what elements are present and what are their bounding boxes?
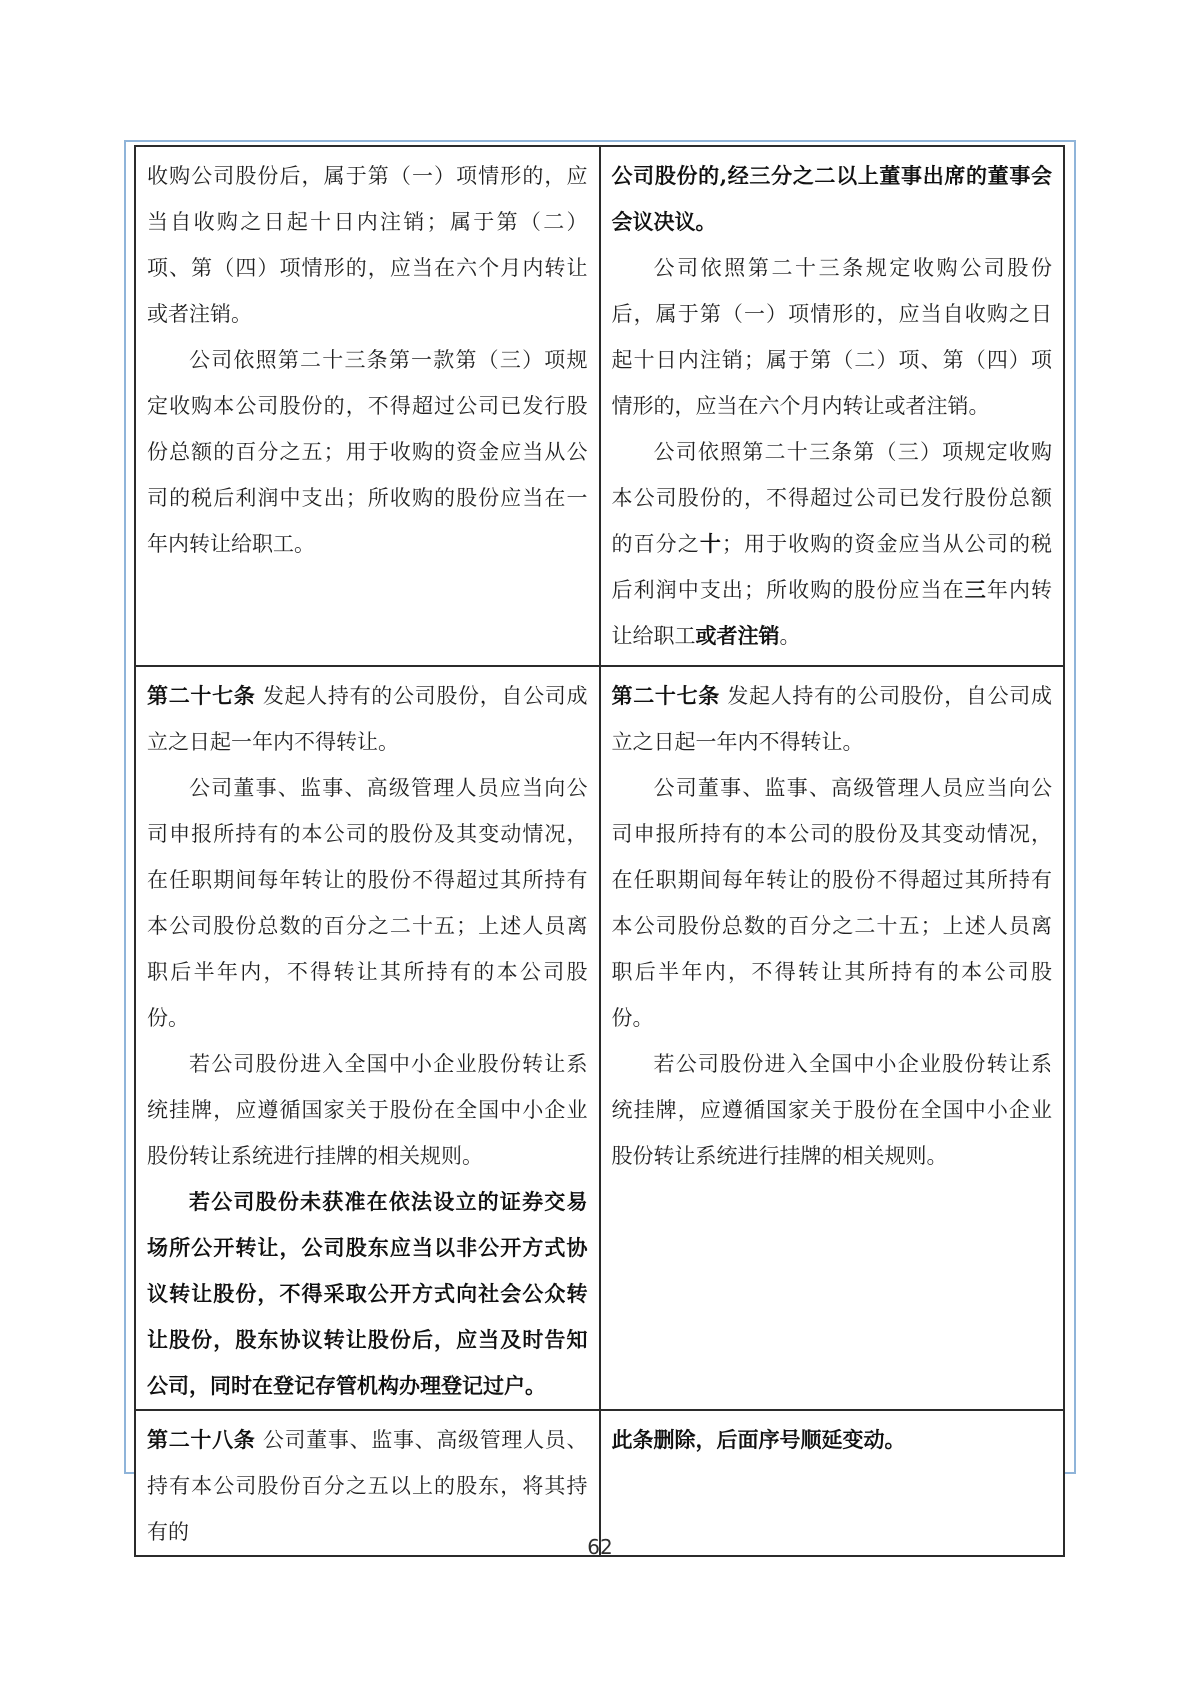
emphasized-text-run: 第二十八条 — [147, 1427, 256, 1452]
paragraph — [147, 1179, 588, 1409]
emphasized-text-run: 第二十七条 — [147, 683, 256, 708]
text-run: 公司董事、监事、高级管理人员应当向公司申报所持有的本公司的股份及其变动情况，在任职期间每年转让的股份不得超过其所持有本公司股份总数的百分之二十五；上述人员离职后半年内，不得转让其所持有的本公司股份。 — [147, 776, 588, 1030]
table-body — [135, 146, 1064, 1556]
paragraph — [147, 765, 588, 1041]
text-run: 发起人持有的公司股份，自公司成立之日起一年内不得转让。 — [611, 684, 1052, 754]
emphasized-text-run: 十 — [699, 531, 722, 556]
paragraph — [612, 429, 1053, 659]
paragraph — [612, 153, 1053, 245]
emphasized-text-run: 或者注销 — [695, 623, 780, 648]
table-row — [135, 666, 1064, 1410]
paragraph — [147, 1041, 588, 1179]
emphasized-text-run: 公司股份的,经三分之二以上董事出席的董事会会议决议。 — [611, 163, 1052, 234]
table-outer-frame — [124, 140, 1076, 1544]
paragraph — [147, 673, 588, 765]
text-run: ；用于收购的资金应当从公司的税后利润中支出；所收购的股份应当在 — [611, 532, 1053, 602]
text-run: 公司依照第二十三条第（三）项规定收购本公司股份的，不得超过公司已发行股份总额的百分之 — [611, 440, 1052, 556]
paragraph — [612, 245, 1053, 429]
cell-original-text — [135, 666, 600, 1410]
emphasized-text-run: 第二十七条 — [611, 683, 720, 708]
paragraph — [147, 337, 588, 567]
table-row — [135, 146, 1064, 666]
text-run: 年内转让给职工 — [611, 578, 1053, 648]
text-run: 公司董事、监事、高级管理人员、持有本公司股份百分之五以上的股东，将其持有的 — [147, 1428, 588, 1544]
text-run: 公司依照第二十三条规定收购公司股份后，属于第（一）项情形的，应当自收购之日起十日内注销；属于第（二）项、第（四）项情形的，应当在六个月内转让或者注销。 — [611, 256, 1052, 418]
text-run: 发起人持有的公司股份，自公司成立之日起一年内不得转让。 — [147, 684, 588, 754]
emphasized-text-run: 三 — [964, 577, 987, 602]
text-run: 若公司股份进入全国中小企业股份转让系统挂牌，应遵循国家关于股份在全国中小企业股份转让系统进行挂牌的相关规则。 — [147, 1052, 588, 1168]
emphasized-text-run: 若公司股份未获准在依法设立的证券交易场所公开转让，公司股东应当以非公开方式协议转让股份，不得采取公开方式向社会公众转让股份，股东协议转让股份后，应当及时告知公司，同时在登记存管机构办理登记过户。 — [147, 1189, 588, 1398]
text-run: 收购公司股份后，属于第（一）项情形的，应当自收购之日起十日内注销；属于第（二）项、第（四）项情形的，应当在六个月内转让或者注销。 — [147, 164, 588, 326]
revision-comparison-table — [134, 145, 1065, 1557]
paragraph — [147, 153, 588, 337]
text-run: 公司董事、监事、高级管理人员应当向公司申报所持有的本公司的股份及其变动情况，在任职期间每年转让的股份不得超过其所持有本公司股份总数的百分之二十五；上述人员离职后半年内，不得转让其所持有的本公司股份。 — [611, 776, 1052, 1030]
emphasized-text-run: 此条删除，后面序号顺延变动。 — [611, 1427, 906, 1452]
text-run: 若公司股份进入全国中小企业股份转让系统挂牌，应遵循国家关于股份在全国中小企业股份转让系统进行挂牌的相关规则。 — [611, 1052, 1052, 1168]
text-run: 。 — [779, 624, 801, 648]
cell-revised-text — [600, 666, 1065, 1410]
page-number: 62 — [587, 1535, 613, 1559]
cell-revised-text — [600, 146, 1065, 666]
text-run: 公司依照第二十三条第一款第（三）项规定收购本公司股份的，不得超过公司已发行股份总额的百分之五；用于收购的资金应当从公司的税后利润中支出；所收购的股份应当在一年内转让给职工。 — [147, 348, 588, 556]
paragraph — [612, 673, 1053, 765]
cell-original-text — [135, 146, 600, 666]
paragraph — [612, 765, 1053, 1041]
paragraph — [612, 1041, 1053, 1179]
paragraph — [612, 1417, 1053, 1463]
